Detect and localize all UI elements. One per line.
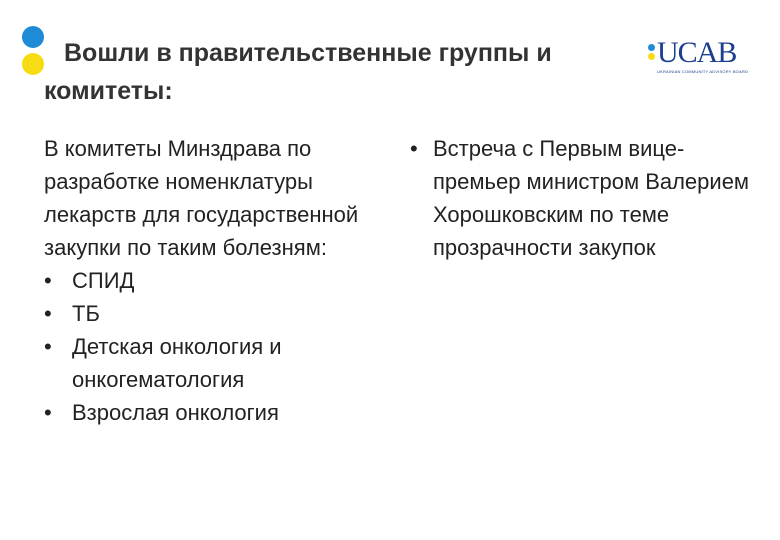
slide-title-line-2: комитеты:: [44, 77, 173, 105]
logo-dots-icon: [648, 44, 656, 62]
meeting-list: [410, 132, 750, 264]
yellow-dot-decoration: [22, 53, 44, 75]
logo-tagline: UKRAINIAN COMMUNITY ADVISORY BOARD: [657, 69, 749, 74]
list-item: • Детская онкология и онкогематология: [44, 330, 384, 396]
left-intro-text: В комитеты Минздрава по разработке номенклатуры лекарств для государственной закупки по таким болезням:: [44, 136, 359, 260]
slide-title-line-1: Вошли в правительственные группы и: [64, 39, 552, 67]
list-item: • СПИД: [44, 264, 384, 297]
list-item: • Взрослая онкология: [44, 396, 384, 429]
disease-list: [44, 264, 384, 429]
list-item: • ТБ: [44, 297, 384, 330]
list-item: • Встреча с Первым вице-премьер министром Валерием Хорошковским по теме прозрачности закупок: [410, 132, 750, 264]
blue-dot-decoration: [22, 26, 44, 48]
right-column: [410, 132, 750, 264]
left-column: [44, 132, 384, 429]
ucab-logo: [648, 36, 749, 74]
slide-title: [44, 34, 624, 110]
logo-wordmark: UCAB: [657, 36, 737, 69]
